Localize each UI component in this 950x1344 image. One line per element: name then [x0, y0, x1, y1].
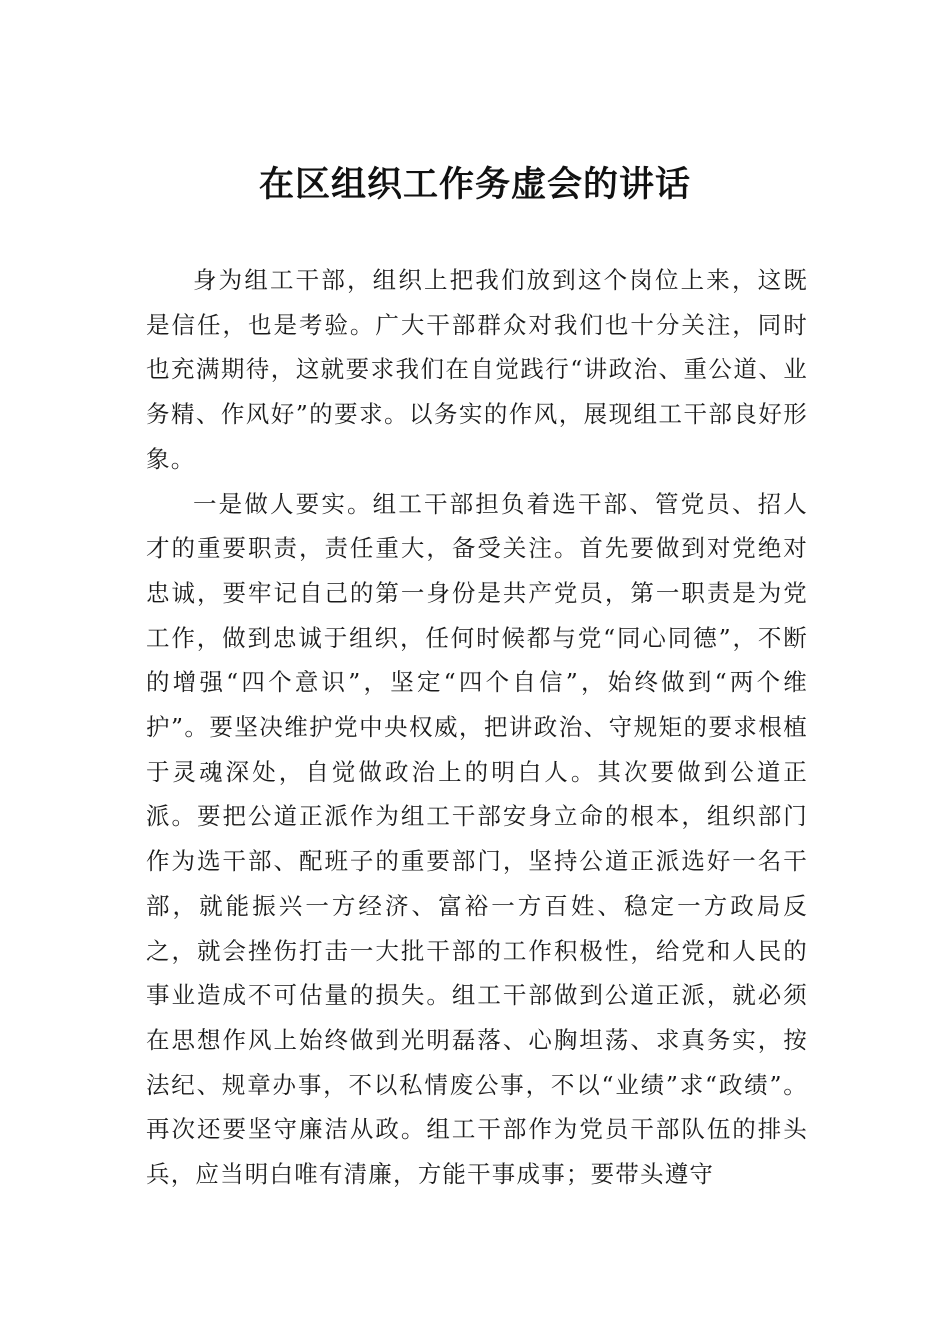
document-body [146, 258, 808, 1197]
paragraph: 一是做人要实。组工干部担负着选干部、管党员、招人才的重要职责，责任重大，备受关注。首先要做到对党绝对忠诚，要牢记自己的第一身份是共产党员，第一职责是为党工作，做到忠诚于组织，任何时候都与党“同心同德”，不断的增强“四个意识”，坚定“四个自信”，始终做到“两个维护”。要坚决维护党中央权威，把讲政治、守规矩的要求根植于灵魂深处，自觉做政治上的明白人。其次要做到公道正派。要把公道正派作为组工干部安身立命的根本，组织部门作为选干部、配班子的重要部门，坚持公道正派选好一名干部，就能振兴一方经济、富裕一方百姓、稳定一方政局反之，就会挫伤打击一大批干部的工作积极性，给党和人民的事业造成不可估量的损失。组工干部做到公道正派，就必须在思想作风上始终做到光明磊落、心胸坦荡、求真务实，按法纪、规章办事，不以私情废公事，不以“业绩”求“政绩”。再次还要坚守廉洁从政。组工干部作为党员干部队伍的排头兵，应当明白唯有清廉，方能干事成事；要带头遵守 [146, 489, 808, 1189]
paragraph: 身为组工干部，组织上把我们放到这个岗位上来，这既是信任，也是考验。广大干部群众对我们也十分关注，同时也充满期待，这就要求我们在自觉践行“讲政治、重公道、业务精、作风好”的要求。以务实的作风，展现组工干部良好形象。 [146, 266, 808, 473]
document-title: 在区组织工作务虚会的讲话 [258, 164, 691, 205]
